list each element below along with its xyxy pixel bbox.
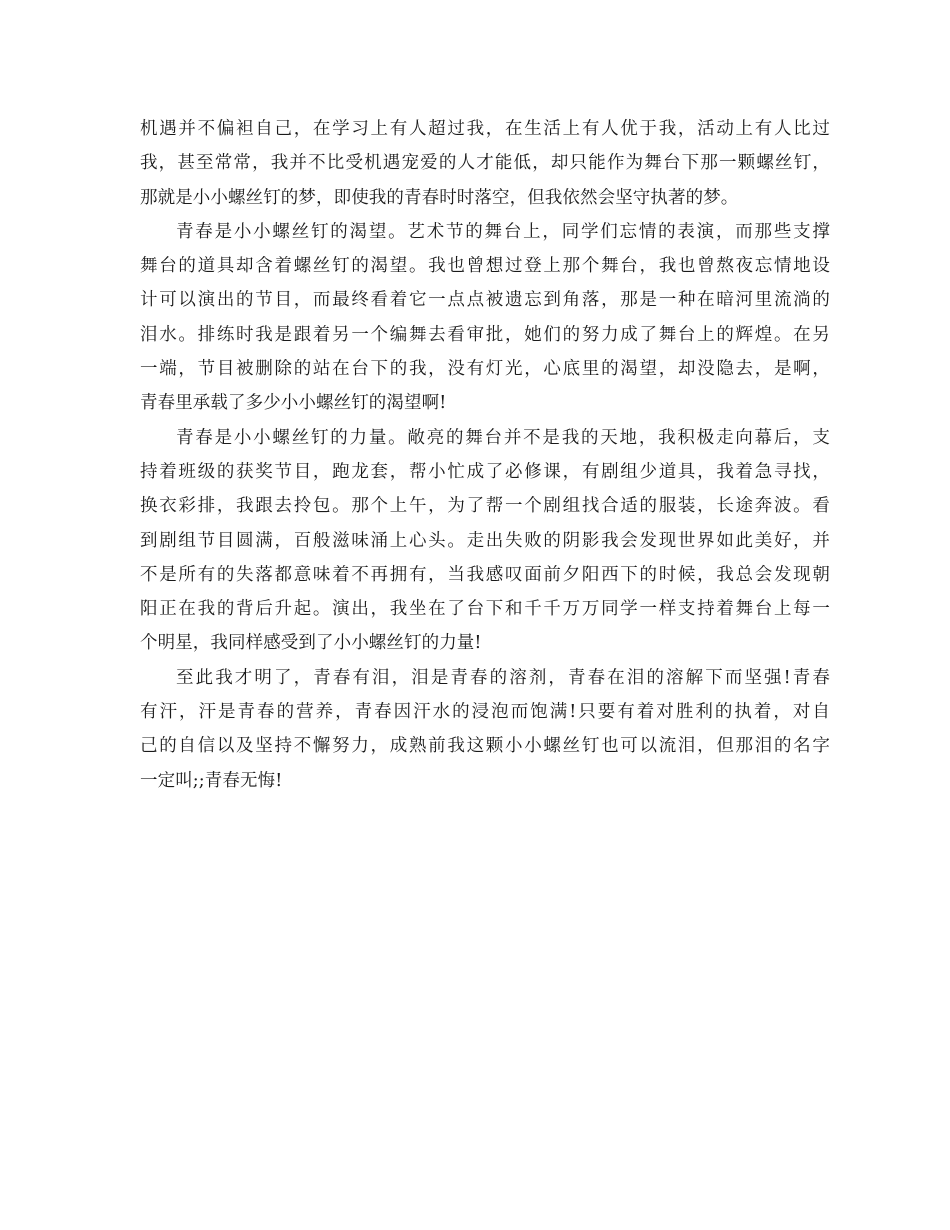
- paragraph-line: 我，甚至常常，我并不比受机遇宠爱的人才能低，却只能作为舞台下那一颗螺丝钉，: [140, 153, 830, 174]
- paragraph-line: 青春是小小螺丝钉的力量。敞亮的舞台并不是我的天地，我积极走向幕后，支: [176, 427, 830, 448]
- paragraph-3: [140, 421, 830, 661]
- paragraph-line: 己的自信以及坚持不懈努力，成熟前我这颗小小螺丝钉也可以流泪，但那泪的名字: [140, 736, 830, 757]
- paragraph-line: 计可以演出的节目，而最终看着它一点点被遗忘到角落，那是一种在暗河里流淌的: [140, 290, 830, 311]
- paragraph-line: 青春是小小螺丝钉的渴望。艺术节的舞台上，同学们忘情的表演，而那些支撑: [176, 221, 830, 242]
- paragraph-2: [140, 215, 830, 421]
- paragraph-line: 泪水。排练时我是跟着另一个编舞去看审批，她们的努力成了舞台上的辉煌。在另: [140, 324, 830, 345]
- paragraph-line: 持着班级的获奖节目，跑龙套，帮小忙成了必修课，有剧组少道具，我着急寻找，: [140, 461, 830, 482]
- paragraph-line: 舞台的道具却含着螺丝钉的渴望。我也曾想过登上那个舞台，我也曾熬夜忘情地设: [140, 256, 830, 277]
- paragraph-line: 有汗，汗是青春的营养，青春因汗水的浸泡而饱满!只要有着对胜利的执着，对自: [140, 702, 830, 723]
- paragraph-4: [140, 661, 830, 798]
- paragraph-line: 换衣彩排，我跟去拎包。那个上午，为了帮一个剧组找合适的服装，长途奔波。看: [140, 496, 830, 517]
- paragraph-line: 那就是小小螺丝钉的梦，即使我的青春时时落空，但我依然会坚守执著的梦。: [140, 187, 739, 208]
- paragraph-line: 个明星，我同样感受到了小小螺丝钉的力量!: [140, 633, 482, 654]
- paragraph-line: 至此我才明了，青春有泪，泪是青春的溶剂，青春在泪的溶解下而坚强!青春: [176, 667, 830, 688]
- paragraph-line: 到剧组节目圆满，百般滋味涌上心头。走出失败的阴影我会发现世界如此美好，并: [140, 530, 830, 551]
- paragraph-line: 一定叫;;青春无悔!: [140, 770, 283, 791]
- paragraph-line: 机遇并不偏袒自己，在学习上有人超过我，在生活上有人优于我，活动上有人比过: [140, 119, 830, 139]
- paragraph-1: [140, 112, 830, 215]
- document-body: [140, 112, 830, 798]
- paragraph-line: 阳正在我的背后升起。演出，我坐在了台下和千千万万同学一样支持着舞台上每一: [140, 599, 830, 620]
- paragraph-line: 不是所有的失落都意味着不再拥有，当我感叹面前夕阳西下的时候，我总会发现朝: [140, 564, 830, 585]
- paragraph-line: 一端，节目被删除的站在台下的我，没有灯光，心底里的渴望，却没隐去，是啊，: [140, 359, 830, 380]
- paragraph-line: 青春里承载了多少小小螺丝钉的渴望啊!: [140, 393, 447, 414]
